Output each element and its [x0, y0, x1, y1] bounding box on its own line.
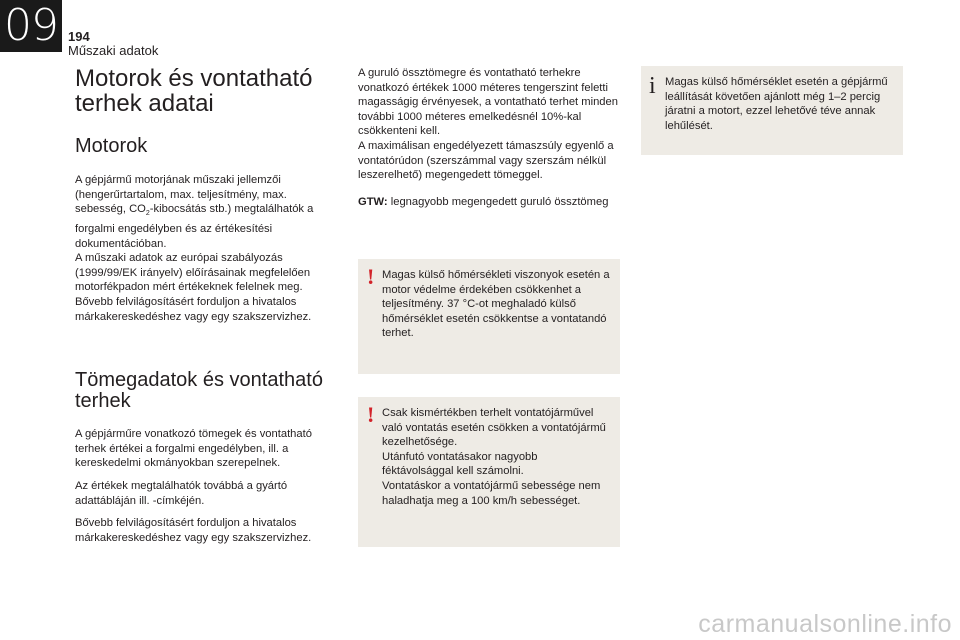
weights-paragraph-2: Az értékek megtalálhatók továbbá a gyártó adattábláján ill. -címkéjén. — [75, 479, 288, 507]
altitude-paragraph: A guruló össztömegre és vontatható terhekre vonatkozó értékek 1000 méteres tengerszint feletti magasságig érvényesek, a vontatható terhet minden további 1000 méteres emelkedésnél 10%-kal csökkenteni kell. — [358, 67, 618, 138]
weights-paragraph-1: A gépjárműre vonatkozó tömegek és vontatható terhek értékei a forgalmi engedélyben, ill. a kereskedelmi okmányokban szerepelnek. — [75, 428, 312, 470]
page-title: Motorok és vontatható terhek adatai — [75, 65, 313, 117]
warning-box-towing — [358, 397, 620, 547]
motors-paragraph-3: Bővebb felvilágosításért forduljon a hivatalos márkakereskedéshez vagy egy szakszervizhez. — [75, 295, 312, 323]
warning-icon: ! — [367, 264, 375, 289]
warning-text-towing-3: Vontatáskor a vontatójármű sebessége nem haladhatja meg a 100 km/h sebességet. — [382, 479, 601, 507]
warning-icon: ! — [367, 402, 375, 427]
motors-heading: Motorok — [75, 135, 148, 157]
info-text-cooling: Magas külső hőmérséklet esetén a gépjármű leállítását követően ajánlott még 1–2 percig járatni a motort, ezzel lehetővé téve annak lehűlését. — [665, 76, 888, 132]
warning-box-temperature — [358, 259, 620, 374]
column-left — [75, 66, 337, 545]
column-middle — [358, 66, 620, 209]
gtw-definition: GTW: legnagyobb megengedett guruló össztömeg — [358, 195, 609, 208]
page-number: 194 — [68, 29, 90, 44]
warning-text-towing-1: Csak kismértékben terhelt vontatójárművel való vontatás esetén csökken a vontatójármű kezelhetősége. — [382, 407, 606, 449]
weights-paragraph-3: Bővebb felvilágosításért forduljon a hivatalos márkakereskedéshez vagy egy szakszervizhez. — [75, 517, 312, 544]
info-box-cooling — [641, 66, 903, 155]
warning-text-temperature: Magas külső hőmérsékleti viszonyok esetén a motor védelme érdekében csökkenhet a teljesítmény. 37 °C-ot meghaladó külső hőmérséklet esetén csökkentse a vontatandó terhet. — [382, 269, 610, 340]
chapter-number-tab: 09 — [0, 0, 62, 52]
info-icon: i — [649, 73, 656, 99]
motors-paragraph-2: A műszaki adatok az európai szabályozás (1999/99/EK irányelv) előírásainak megfelelően motorfékpadon mért értékeknek felelnek meg. — [75, 252, 311, 294]
warning-text-towing-2: Utánfutó vontatásakor nagyobb féktávolsággal kell számolni. — [382, 450, 538, 478]
watermark: carmanualsonline.info — [698, 610, 952, 638]
section-title: Műszaki adatok — [68, 43, 159, 58]
motors-paragraph-1: A gépjármű motorjának műszaki jellemzői (hengerűrtartalom, max. teljesítmény, max. sebesség, $CO_2$-kibocsátás stb.) megtalálhatók a forgalmi engedélyben és az értékesítési dokumentációban. — [75, 174, 314, 250]
noseweight-paragraph: A maximálisan engedélyezett támaszsúly egyenlő a vontatórúdon (szerszámmal vagy szerszám nélkül leszerelhető) megengedett tömeggel. — [358, 139, 614, 182]
weights-heading: Tömegadatok és vontatható terhek — [75, 369, 323, 413]
